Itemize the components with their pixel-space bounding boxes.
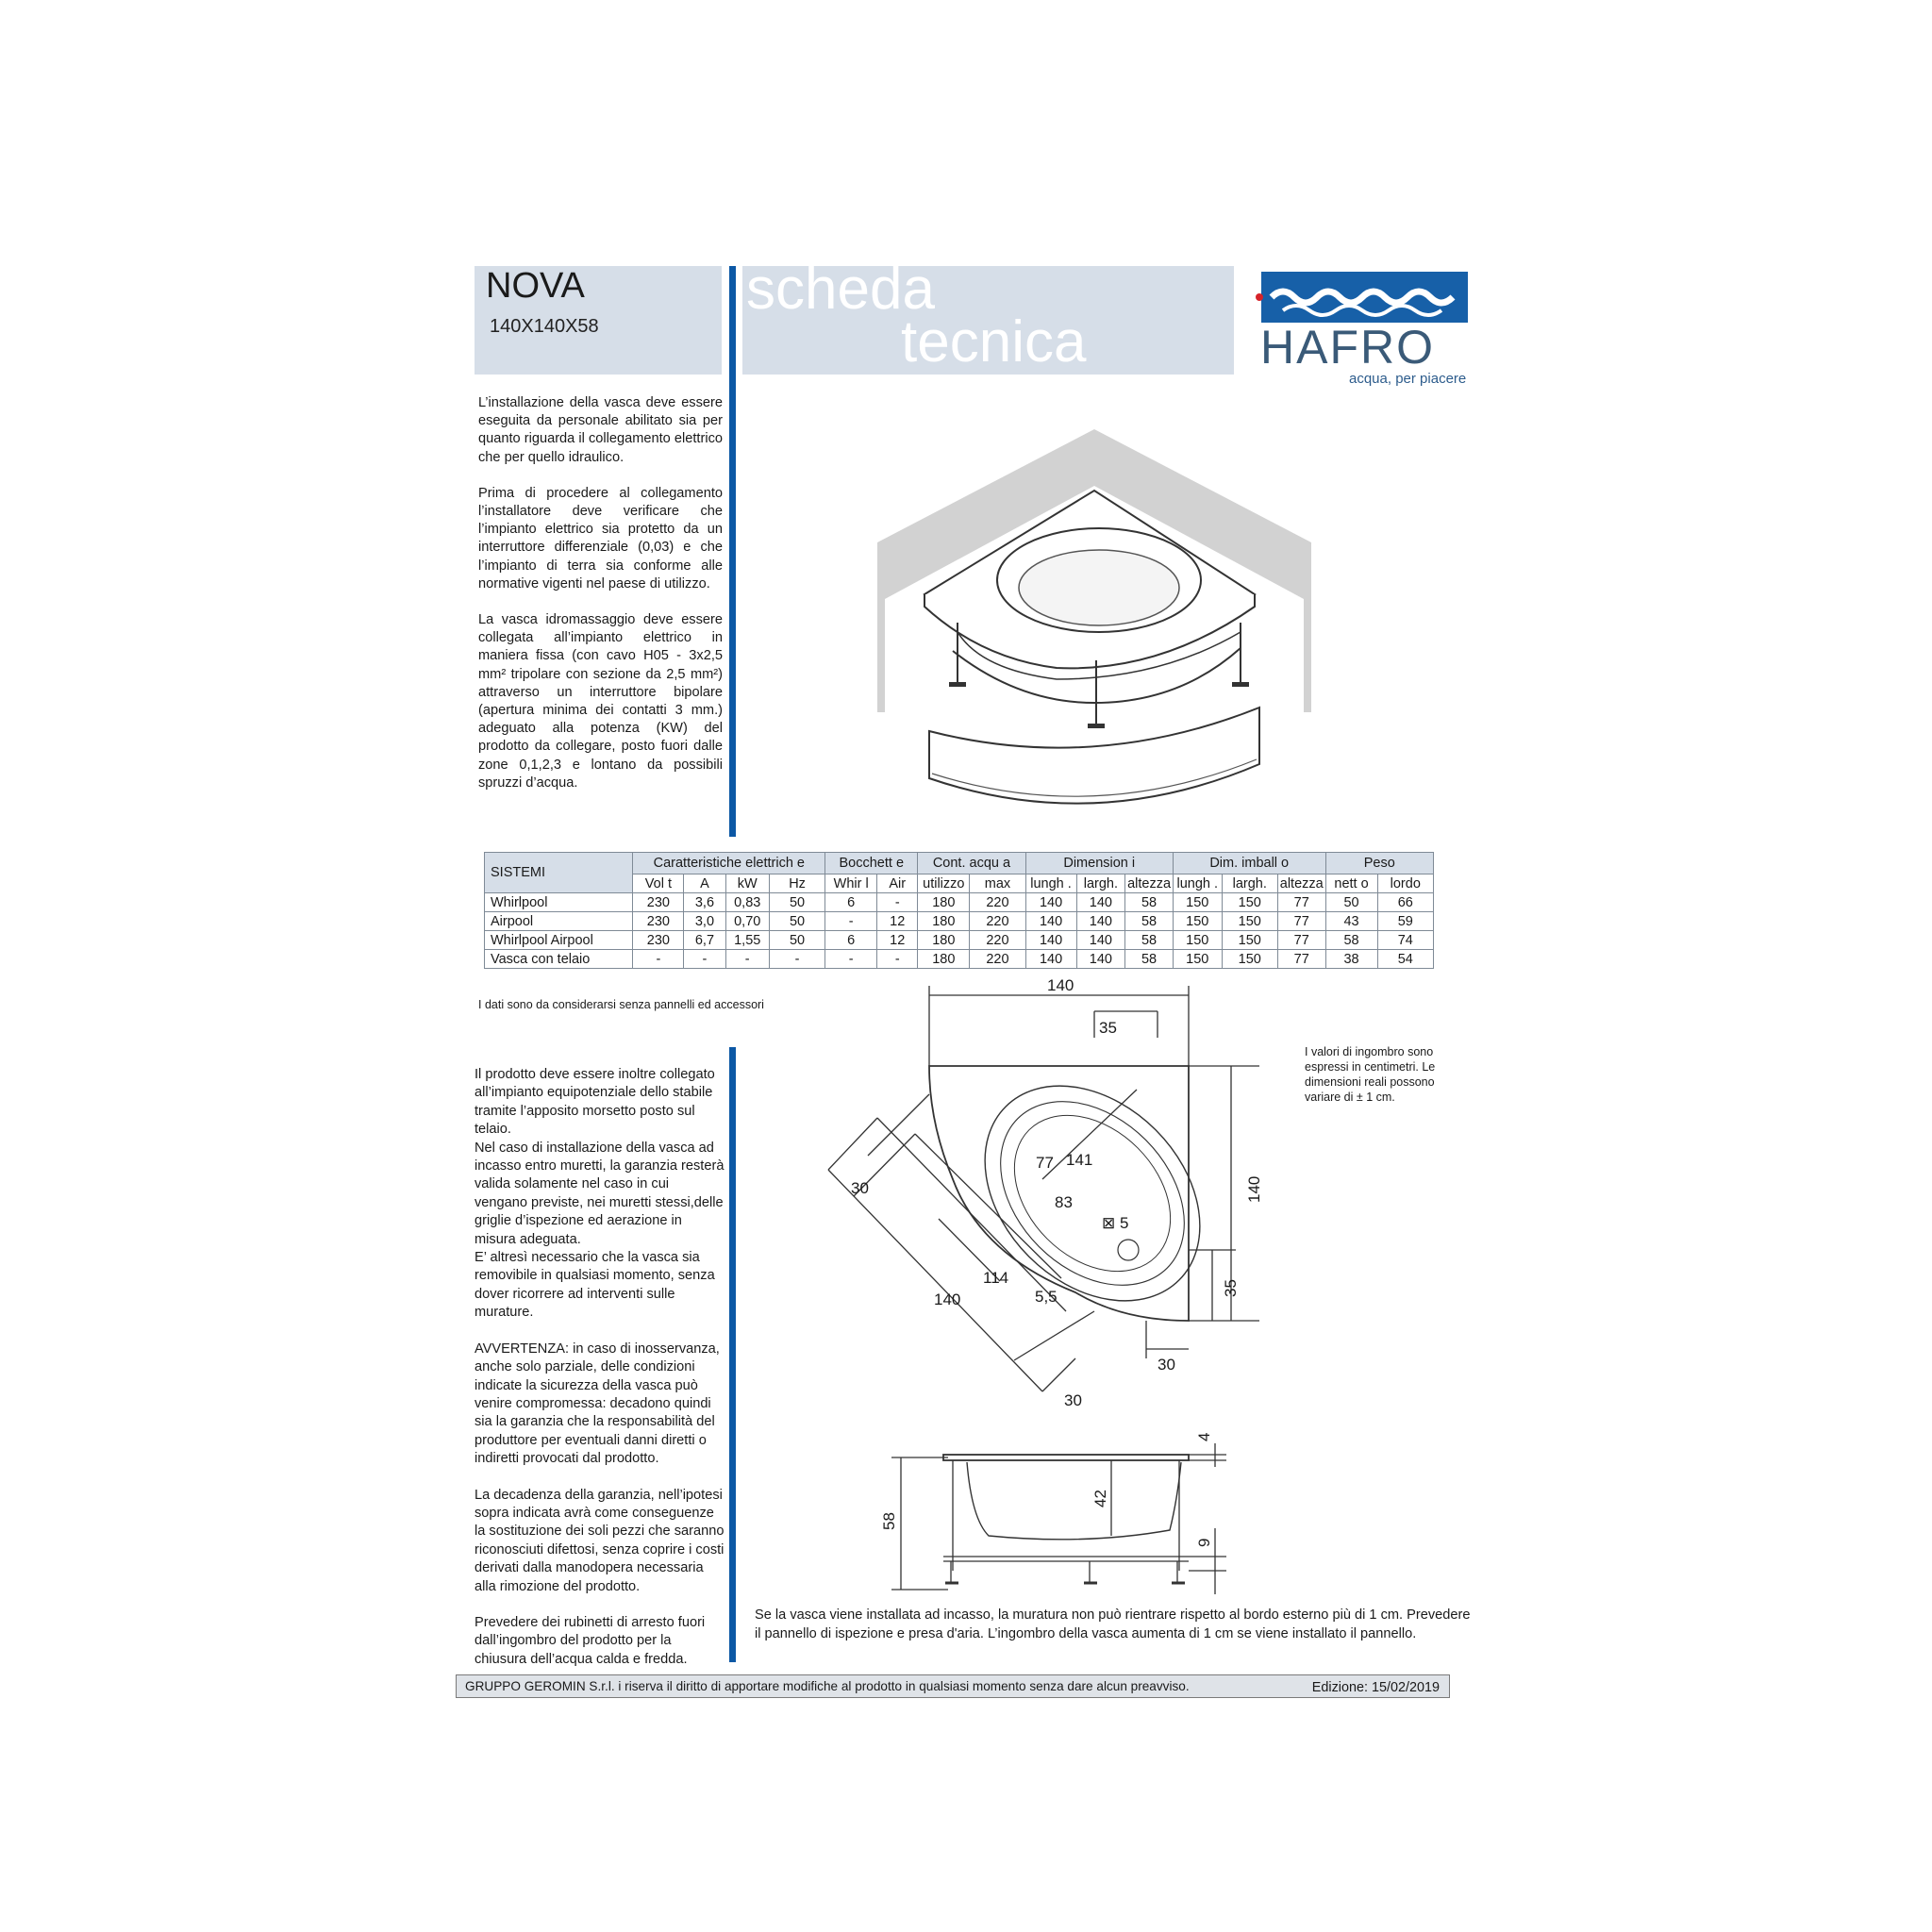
bathtub-illustration (877, 429, 1311, 835)
footer-disclaimer: GRUPPO GEROMIN S.r.l. i riserva il diritto di apportare modifiche al prodotto in qualsiasi momento senza dare alcun preavviso. (465, 1679, 1190, 1693)
col-header: A (684, 874, 725, 893)
dim-141: 141 (1066, 1151, 1093, 1169)
table-cell: 66 (1377, 893, 1433, 912)
col-header: Hz (769, 874, 824, 893)
table-cell: 150 (1173, 912, 1222, 931)
table-cell: 74 (1377, 931, 1433, 950)
table-cell: 50 (769, 893, 824, 912)
col-header: largh. (1076, 874, 1125, 893)
table-cell: 0,70 (725, 912, 769, 931)
dim-left-30: 30 (851, 1179, 869, 1197)
table-cell: 12 (877, 931, 918, 950)
col-header: largh. (1222, 874, 1277, 893)
table-cell: 77 (1277, 893, 1325, 912)
col-header: kW (725, 874, 769, 893)
col-group-weight: Peso (1325, 853, 1433, 874)
dim-drain-5: ⊠ 5 (1102, 1214, 1129, 1232)
table-cell: 140 (1076, 893, 1125, 912)
table-row (485, 893, 1434, 912)
vertical-accent-bar-bottom (729, 1047, 736, 1662)
table-cell: 150 (1222, 950, 1277, 969)
row-system-name: Vasca con telaio (485, 950, 633, 969)
model-size: 140X140X58 (490, 316, 599, 337)
table-cell: - (684, 950, 725, 969)
dim-height-58: 58 (880, 1512, 898, 1530)
table-cell: 3,0 (684, 912, 725, 931)
intro-text (478, 394, 723, 810)
section-view-drawing (877, 1424, 1255, 1613)
col-header: Vol t (633, 874, 684, 893)
table-cell: - (877, 893, 918, 912)
table-row (485, 931, 1434, 950)
table-cell: 230 (633, 912, 684, 931)
table-cell: 3,6 (684, 893, 725, 912)
dim-depth-42: 42 (1091, 1490, 1109, 1507)
specs-table (484, 852, 1434, 969)
table-cell: - (825, 912, 877, 931)
table-cell: 220 (970, 912, 1025, 931)
col-group-electrical: Caratteristiche elettrich e (633, 853, 825, 874)
banner-line2: tecnica (901, 309, 1087, 375)
col-header: altezza (1277, 874, 1325, 893)
title-panel (475, 266, 722, 375)
table-cell: 150 (1173, 893, 1222, 912)
col-header: Whir l (825, 874, 877, 893)
col-group-dimensions: Dimension i (1025, 853, 1173, 874)
body-paragraph-1: Il prodotto deve essere inoltre collegato all’impianto equipotenziale dello stabile tramite l’apposito morsetto posto sul telaio. (475, 1067, 715, 1138)
table-cell: 150 (1222, 912, 1277, 931)
body-paragraph-3: E’ altresì necessario che la vasca sia removibile in qualsiasi momento, senza dover ricorrere ad interventi sulle murature. (475, 1250, 715, 1321)
dim-140: 140 (934, 1291, 961, 1308)
table-row (485, 950, 1434, 969)
table-cell: 6,7 (684, 931, 725, 950)
brand-tagline: acqua, per piacere (1349, 371, 1467, 387)
table-note: I dati sono da considerarsi senza pannelli ed accessori (478, 998, 764, 1011)
table-cell: 12 (877, 912, 918, 931)
table-cell: 140 (1025, 893, 1076, 912)
col-header-sistemi: SISTEMI (485, 853, 633, 893)
dim-rim-4: 4 (1195, 1432, 1213, 1441)
row-system-name: Airpool (485, 912, 633, 931)
table-cell: 59 (1377, 912, 1433, 931)
dim-corner-35: 35 (1099, 1019, 1117, 1037)
installation-note: Se la vasca viene installata ad incasso, la muratura non può rientrare rispetto al bordo esterno più di 1 cm. Prevedere il pannello di ispezione e presa d'aria. L’ingombro della vasca aumenta di 1 cm se viene installato il pannello. (755, 1607, 1471, 1641)
table-cell: 58 (1125, 893, 1174, 912)
dimension-note: I valori di ingombro sono espressi in centimetri. Le dimensioni reali possono variare di ± 1 cm. (1305, 1045, 1436, 1104)
dim-5-5: 5,5 (1035, 1288, 1058, 1306)
col-group-water: Cont. acqu a (918, 853, 1025, 874)
table-cell: - (877, 950, 918, 969)
col-header: altezza (1125, 874, 1174, 893)
row-system-name: Whirlpool Airpool (485, 931, 633, 950)
table-cell: 54 (1377, 950, 1433, 969)
table-cell: 6 (825, 893, 877, 912)
dim-bottom-30: 30 (1158, 1356, 1175, 1374)
table-cell: 77 (1277, 950, 1325, 969)
footer-edition: Edizione: 15/02/2019 (1311, 1680, 1440, 1695)
table-cell: 180 (918, 912, 970, 931)
col-header: utilizzo (918, 874, 970, 893)
table-cell: 180 (918, 893, 970, 912)
col-header: max (970, 874, 1025, 893)
table-cell: 58 (1125, 931, 1174, 950)
table-cell: 140 (1076, 950, 1125, 969)
wave-logo-icon (1255, 269, 1472, 325)
table-cell: 230 (633, 931, 684, 950)
table-cell: 230 (633, 893, 684, 912)
col-header: lungh . (1173, 874, 1222, 893)
brand-name: HAFRO (1260, 321, 1435, 374)
table-group-header (485, 853, 1434, 874)
scheda-tecnica-banner (742, 266, 1234, 375)
table-cell: 150 (1222, 893, 1277, 912)
dim-right-35: 35 (1222, 1279, 1240, 1297)
body-paragraph-5: La decadenza della garanzia, nell’ipotesi sopra indicata avrà come conseguenze la sostituzione dei soli pezzi che saranno riconosciuti difettosi, senza coprire i costi derivati dalla manodopera necessaria alla rimozione del prodotto. (475, 1487, 724, 1594)
table-cell: 220 (970, 893, 1025, 912)
intro-paragraph-3: La vasca idromassaggio deve essere collegata all’impianto elettrico in maniera fissa (con cavo H05 - 3x2,5 mm² tripolare con sezione da 2,5 mm²) attraverso un interruttore bipolare (apertura minima dei contatti 3 mm.) adeguato alla potenza (KW) del prodotto da collegare, posto fuori dalle zone 0,1,2,3 e lontano da possibili spruzzi d’acqua. (478, 612, 723, 791)
vertical-accent-bar-top (729, 266, 736, 837)
plan-view-drawing (811, 972, 1283, 1415)
body-text (475, 1066, 725, 1687)
col-group-packaging: Dim. imball o (1173, 853, 1325, 874)
intro-paragraph-1: L’installazione della vasca deve essere eseguita da personale abilitato sia per quanto riguarda il collegamento elettrico che per quello idraulico. (478, 395, 723, 465)
table-cell: 0,83 (725, 893, 769, 912)
table-cell: 150 (1173, 950, 1222, 969)
col-header: lordo (1377, 874, 1433, 893)
table-cell: 38 (1325, 950, 1377, 969)
table-cell: 58 (1125, 912, 1174, 931)
table-cell: 220 (970, 950, 1025, 969)
body-paragraph-6: Prevedere dei rubinetti di arresto fuori dall’ingombro del prodotto per la chiusura dell’acqua calda e fredda. (475, 1614, 706, 1667)
dim-83: 83 (1055, 1193, 1073, 1211)
table-cell: 140 (1076, 931, 1125, 950)
table-cell: - (769, 950, 824, 969)
table-cell: 50 (1325, 893, 1377, 912)
table-cell: 1,55 (725, 931, 769, 950)
table-cell: 140 (1025, 950, 1076, 969)
dim-77: 77 (1036, 1154, 1054, 1172)
table-cell: 150 (1173, 931, 1222, 950)
intro-paragraph-2: Prima di procedere al collegamento l’installatore deve verificare che l’impianto elettrico sia protetto da un interruttore differenziale (0,03) e che l’impianto di terra sia conforme alle normative vigenti nel paese di utilizzo. (478, 485, 723, 591)
table-body (485, 893, 1434, 969)
body-paragraph-2: Nel caso di installazione della vasca ad incasso entro muretti, la garanzia resterà valida solamente nel caso in cui vengano previste, nei muretti stessi,delle griglie d’ispezione ed aerazione in misura adeguata. (475, 1140, 724, 1247)
col-header: lungh . (1025, 874, 1076, 893)
col-group-jets: Bocchett e (825, 853, 918, 874)
body-paragraph-4: AVVERTENZA: in caso di inosservanza, anche solo parziale, delle condizioni indicate la sicurezza della vasca può venire compromessa: decadono quindi sia la garanzia che la responsabilità del produttore per eventuali danni diretti o indiretti provocati dal prodotto. (475, 1341, 720, 1467)
table-cell: 140 (1025, 912, 1076, 931)
dim-114: 114 (983, 1269, 1009, 1287)
table-cell: - (725, 950, 769, 969)
table-cell: 220 (970, 931, 1025, 950)
table-cell: 58 (1125, 950, 1174, 969)
dim-top-140: 140 (1047, 976, 1074, 994)
banner-line1: scheda (746, 266, 935, 322)
table-cell: 180 (918, 950, 970, 969)
table-cell: - (825, 950, 877, 969)
table-cell: 77 (1277, 912, 1325, 931)
dim-9: 9 (1195, 1538, 1213, 1547)
table-cell: 58 (1325, 931, 1377, 950)
col-header: nett o (1325, 874, 1377, 893)
table-row (485, 912, 1434, 931)
table-cell: 77 (1277, 931, 1325, 950)
row-system-name: Whirlpool (485, 893, 633, 912)
table-cell: 140 (1025, 931, 1076, 950)
table-cell: 180 (918, 931, 970, 950)
table-cell: 6 (825, 931, 877, 950)
dim-right-140: 140 (1245, 1175, 1263, 1203)
table-cell: - (633, 950, 684, 969)
table-cell: 50 (769, 931, 824, 950)
footer-bar (456, 1674, 1450, 1698)
col-header: Air (877, 874, 918, 893)
table-cell: 43 (1325, 912, 1377, 931)
table-cell: 150 (1222, 931, 1277, 950)
table-cell: 50 (769, 912, 824, 931)
dim-diag-30: 30 (1064, 1391, 1082, 1409)
brand-logo (1255, 269, 1472, 391)
model-name: NOVA (486, 266, 585, 306)
table-cell: 140 (1076, 912, 1125, 931)
